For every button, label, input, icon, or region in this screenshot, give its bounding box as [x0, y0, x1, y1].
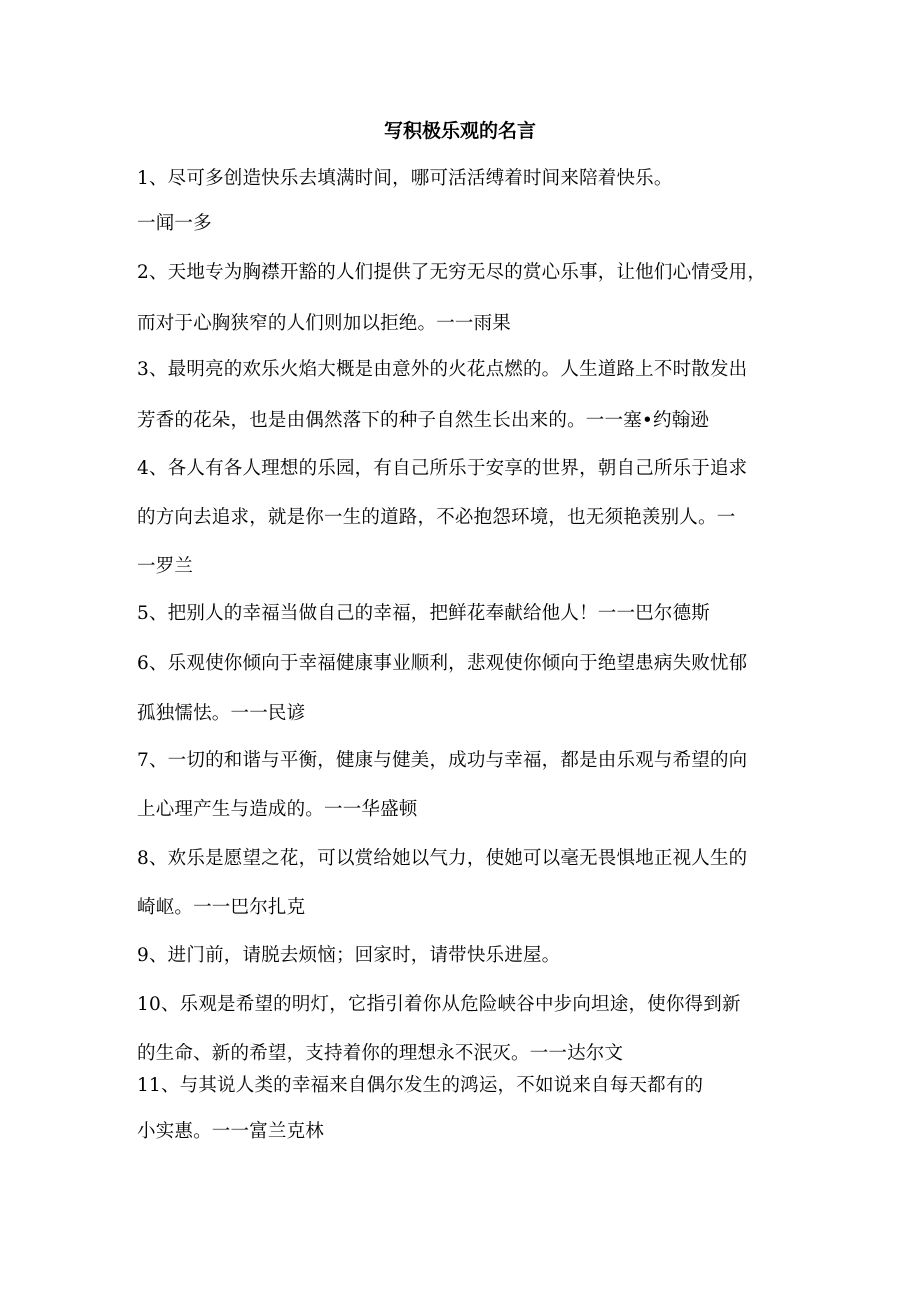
quote-line: 4、各人有各人理想的乐园，有自己所乐于安享的世界，朝自己所乐于追求	[137, 458, 748, 479]
quote-line: 7、一切的和谐与平衡，健康与健美，成功与幸福，都是由乐观与希望的向	[137, 750, 748, 771]
quote-line: 2、天地专为胸襟开豁的人们提供了无穷无尽的赏心乐事，让他们心情受用，	[137, 262, 767, 283]
quote-line: 10、乐观是希望的明灯，它指引着你从危险峡谷中步向坦途，使你得到新	[137, 994, 741, 1015]
quote-line: 9、进门前，请脱去烦恼；回家时，请带快乐进屋。	[137, 945, 561, 966]
document-title: 写积极乐观的名言	[383, 120, 536, 142]
quote-line: 8、欢乐是愿望之花，可以赏给她以气力，使她可以毫无畏惧地正视人生的	[137, 848, 748, 869]
quote-line: 11、与其说人类的幸福来自偶尔发生的鸿运，不如说来自每天都有的	[137, 1075, 704, 1096]
quote-line: 的生命、新的希望，支持着你的理想永不泯灭。一一达尔文	[137, 1043, 624, 1064]
quote-line: 而对于心胸狭窄的人们则加以拒绝。一一雨果	[137, 313, 512, 334]
quote-line: 芳香的花朵，也是由偶然落下的种子自然生长出来的。一一塞•约翰逊	[137, 410, 710, 431]
quote-line: 一闻一多	[137, 213, 212, 234]
quote-line: 3、最明亮的欢乐火焰大概是由意外的火花点燃的。人生道路上不时散发出	[137, 359, 748, 380]
quote-line: 5、把别人的幸福当做自己的幸福，把鲜花奉献给他人！一一巴尔德斯	[137, 603, 710, 624]
quote-line: 小实惠。一一富兰克林	[137, 1121, 325, 1142]
quote-line: 一罗兰	[137, 556, 194, 577]
quote-line: 1、尽可多创造快乐去填满时间，哪可活活缚着时间来陪着快乐。	[137, 168, 673, 189]
quote-line: 6、乐观使你倾向于幸福健康事业顺利，悲观使你倾向于绝望患病失败忧郁	[137, 653, 748, 674]
quote-line: 上心理产生与造成的。一一华盛顿	[137, 799, 418, 820]
quote-line: 孤独懦怯。一一民谚	[137, 703, 306, 724]
quote-line: 崎岖。一一巴尔扎克	[137, 897, 306, 918]
quote-line: 的方向去追求，就是你一生的道路，不必抱怨环境，也无须艳羡别人。一	[137, 507, 736, 528]
